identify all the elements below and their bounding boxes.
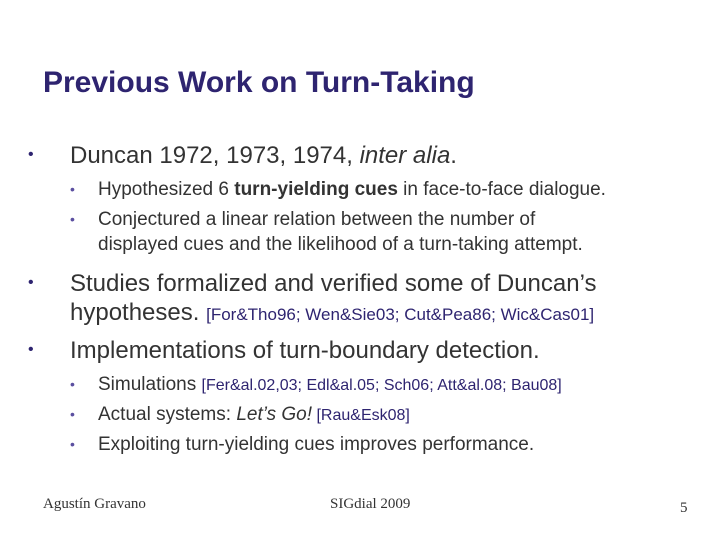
sub-bullet-exploiting [98,432,534,457]
sub-bullet-dot: • [70,181,75,197]
citation: [For&Tho96; Wen&Sie03; Cut&Pea86; Wic&Cas01] [206,305,595,324]
bullet-dot: • [28,146,34,163]
citation: [Rau&Esk08] [312,407,410,424]
sub-bullet-bold: turn-yielding cues [234,179,398,200]
bullet-implementations [70,336,540,365]
sub-bullet-simulations [98,372,562,398]
bullet-dot: • [28,274,34,291]
bullet-duncan [70,141,457,170]
bullet-dot: • [28,341,34,358]
sub-bullet-hypothesized [98,177,606,202]
sub-bullet-dot: • [70,211,75,227]
footer-author: Agustín Gravano [43,496,146,512]
sub-bullet-italic: Let’s Go! [236,404,313,425]
footer-page-number: 5 [680,500,688,516]
sub-bullet-text-end: in face-to-face dialogue. [397,179,606,200]
bullet-line1: Studies formalized and verified some of Duncan’s [70,270,597,297]
footer-venue: SIGdial 2009 [330,496,411,512]
bullet-text: Implementations of turn-boundary detection. [70,337,540,364]
bullet-studies [70,269,597,329]
sub-bullet-line1: Conjectured a linear relation between the number of [98,209,536,230]
sub-bullet-text: Actual systems: [98,404,237,425]
sub-bullet-text: Simulations [98,374,202,395]
citation: [Fer&al.02,03; Edl&al.05; Sch06; Att&al.08; Bau08] [201,377,562,394]
sub-bullet-line2: displayed cues and the likelihood of a turn-taking attempt. [98,234,583,255]
sub-bullet-dot: • [70,436,75,452]
bullet-text: Duncan 1972, 1973, 1974, [70,142,360,169]
sub-bullet-dot: • [70,376,75,392]
sub-bullet-text: Exploiting turn-yielding cues improves performance. [98,434,535,455]
sub-bullet-actual-systems [98,402,410,428]
bullet-italic: inter alia [359,142,451,169]
slide-title: Previous Work on Turn-Taking [43,66,475,99]
sub-bullet-dot: • [70,406,75,422]
bullet-line2: hypotheses. [70,299,207,326]
bullet-end: . [450,142,457,169]
sub-bullet-text: Hypothesized 6 [98,179,235,200]
sub-bullet-conjectured [98,207,583,257]
